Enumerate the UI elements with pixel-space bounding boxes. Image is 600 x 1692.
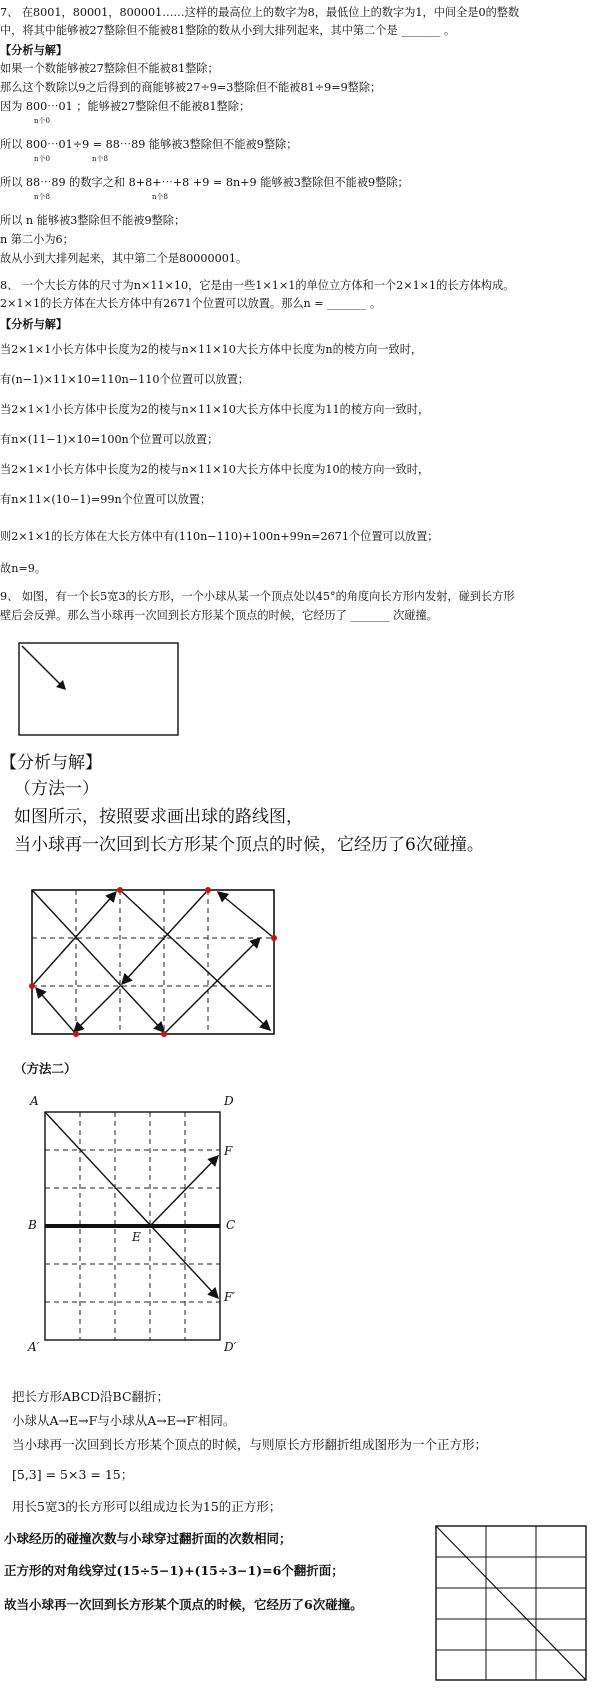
q7-line: 那么这个数除以9之后得到的商能够被27÷9=3整除但不能被81÷9=9整除； xyxy=(0,81,382,94)
q8-stem-line2: 2×1×1的长方体在大长方体中有2671个位置可以放置。那么n = _______ 。 xyxy=(0,297,382,310)
q7-line: 所以 88⋯89 的数字之和 8+8+⋯+8 +9 = 8n+9 能够被3整除但不能被9整除； xyxy=(0,176,409,189)
point-label-d: D xyxy=(224,1094,234,1108)
q9-method1-line: 当小球再一次回到长方形某个顶点的时候，它经历了6次碰撞。 xyxy=(14,835,484,855)
point-label-f-prime: F′ xyxy=(224,1290,236,1304)
q7-brace-label: n个8 xyxy=(152,193,168,201)
q7-line: n 第二小为6； xyxy=(0,233,74,246)
q9-method2-line: 小球经历的碰撞次数与小球穿过翻折面的次数相同； xyxy=(4,1531,292,1546)
point-label-c: C xyxy=(226,1218,236,1232)
q8-line: 当2×1×1小长方体中长度为2的棱与n×11×10大长方体中长度为11的棱方向一致时， xyxy=(0,403,430,416)
q7-brace-label: n个8 xyxy=(34,193,50,201)
q9-stem-line2: 壁后会反弹。那么当小球再一次回到长方形某个顶点的时候，它经历了 _______ 次碰撞。 xyxy=(0,609,438,622)
q7-line: 故从小到大排列起来，其中第二个是80000001。 xyxy=(0,252,248,265)
q9-problem-figure xyxy=(18,642,180,738)
q9-method2-line: 把长方形ABCD沿BC翻折； xyxy=(12,1389,170,1404)
q7-line: 所以 800⋯01÷9 = 88⋯89 能够被3整除但不能被9整除； xyxy=(0,138,298,151)
q9-analysis-title: 【分析与解】 xyxy=(0,753,102,773)
q9-method2-line: 正方形的对角线穿过(15÷5−1)+(15÷3−1)=6个翻折面； xyxy=(4,1563,344,1578)
q9-method2-heading: （方法二） xyxy=(14,1061,77,1076)
q8-line: 当2×1×1小长方体中长度为2的棱与n×11×10大长方体中长度为n的棱方向一致时， xyxy=(0,343,423,356)
q8-line: 有n×11×(10−1)=99n个位置可以放置； xyxy=(0,493,212,506)
q9-method2-line: [5,3] = 5×3 = 15； xyxy=(12,1467,134,1482)
q9-square-diagram xyxy=(434,1524,590,1684)
q8-line: 当2×1×1小长方体中长度为2的棱与n×11×10大长方体中长度为10的棱方向一致时， xyxy=(0,463,430,476)
q9-method1-diagram xyxy=(24,884,284,1040)
point-label-b: B xyxy=(28,1218,37,1232)
point-label-e: E xyxy=(132,1230,141,1244)
q7-analysis-title: 【分析与解】 xyxy=(0,43,68,57)
q8-line: 则2×1×1的长方体在大长方体中有(110n−110)+100n+99n=2671个位置可以放置； xyxy=(0,530,439,543)
point-label-f: F xyxy=(224,1144,233,1158)
q7-stem-line2: 中，将其中能够被27整除但不能被81整除的数从小到大排列起来，其中第二个是 _______ 。 xyxy=(0,24,456,37)
q7-line: 所以 n 能够被3整除但不能被9整除； xyxy=(0,214,186,227)
q9-method1-heading: （方法一） xyxy=(14,779,99,799)
q8-line: 故n=9。 xyxy=(0,562,47,575)
q9-method2-line: 故当小球再一次回到长方形某个顶点的时候，它经历了6次碰撞。 xyxy=(4,1597,363,1612)
q9-method2-line: 用长5宽3的长方形可以组成边长为15的正方形； xyxy=(12,1499,282,1514)
point-label-a-prime: A′ xyxy=(28,1340,40,1354)
q7-stem-line1: 7、 在8001，80001，800001……这样的最高位上的数字为8，最低位上的数字为1，中间全是0的整数 xyxy=(0,6,520,19)
q7-brace-label: n个8 xyxy=(92,155,108,163)
q9-method2-diagram xyxy=(28,1090,268,1360)
point-label-d-prime: D′ xyxy=(224,1340,237,1354)
q7-line: 因为 800⋯01 ；能够被27整除但不能被81整除； xyxy=(0,100,251,113)
q9-method2-line: 当小球再一次回到长方形某个顶点的时候，与则原长方形翻折组成图形为一个正方形； xyxy=(12,1437,488,1452)
point-label-a: A xyxy=(30,1094,39,1108)
q8-analysis-title: 【分析与解】 xyxy=(0,317,68,331)
q7-brace-label: n个0 xyxy=(34,117,50,125)
q7-line: 如果一个数能够被27整除但不能被81整除； xyxy=(0,62,219,75)
q7-brace-label: n个0 xyxy=(34,155,50,163)
q9-method2-line: 小球从A→E→F与小球从A→E→F′相同。 xyxy=(12,1413,236,1428)
q8-stem-line1: 8、 一个大长方体的尺寸为n×11×10，它是由一些1×1×1的单位立方体和一个2×1×1的长方体构成。 xyxy=(0,279,515,292)
q9-stem-line1: 9、 如图，有一个长5宽3的长方形，一个小球从某一个顶点处以45°的角度向长方形内发射，碰到长方形 xyxy=(0,590,515,603)
q8-line: 有(n−1)×11×10=110n−110个位置可以放置； xyxy=(0,373,249,386)
q8-line: 有n×(11−1)×10=100n个位置可以放置； xyxy=(0,433,219,446)
q9-method1-line: 如图所示，按照要求画出球的路线图， xyxy=(14,807,303,827)
